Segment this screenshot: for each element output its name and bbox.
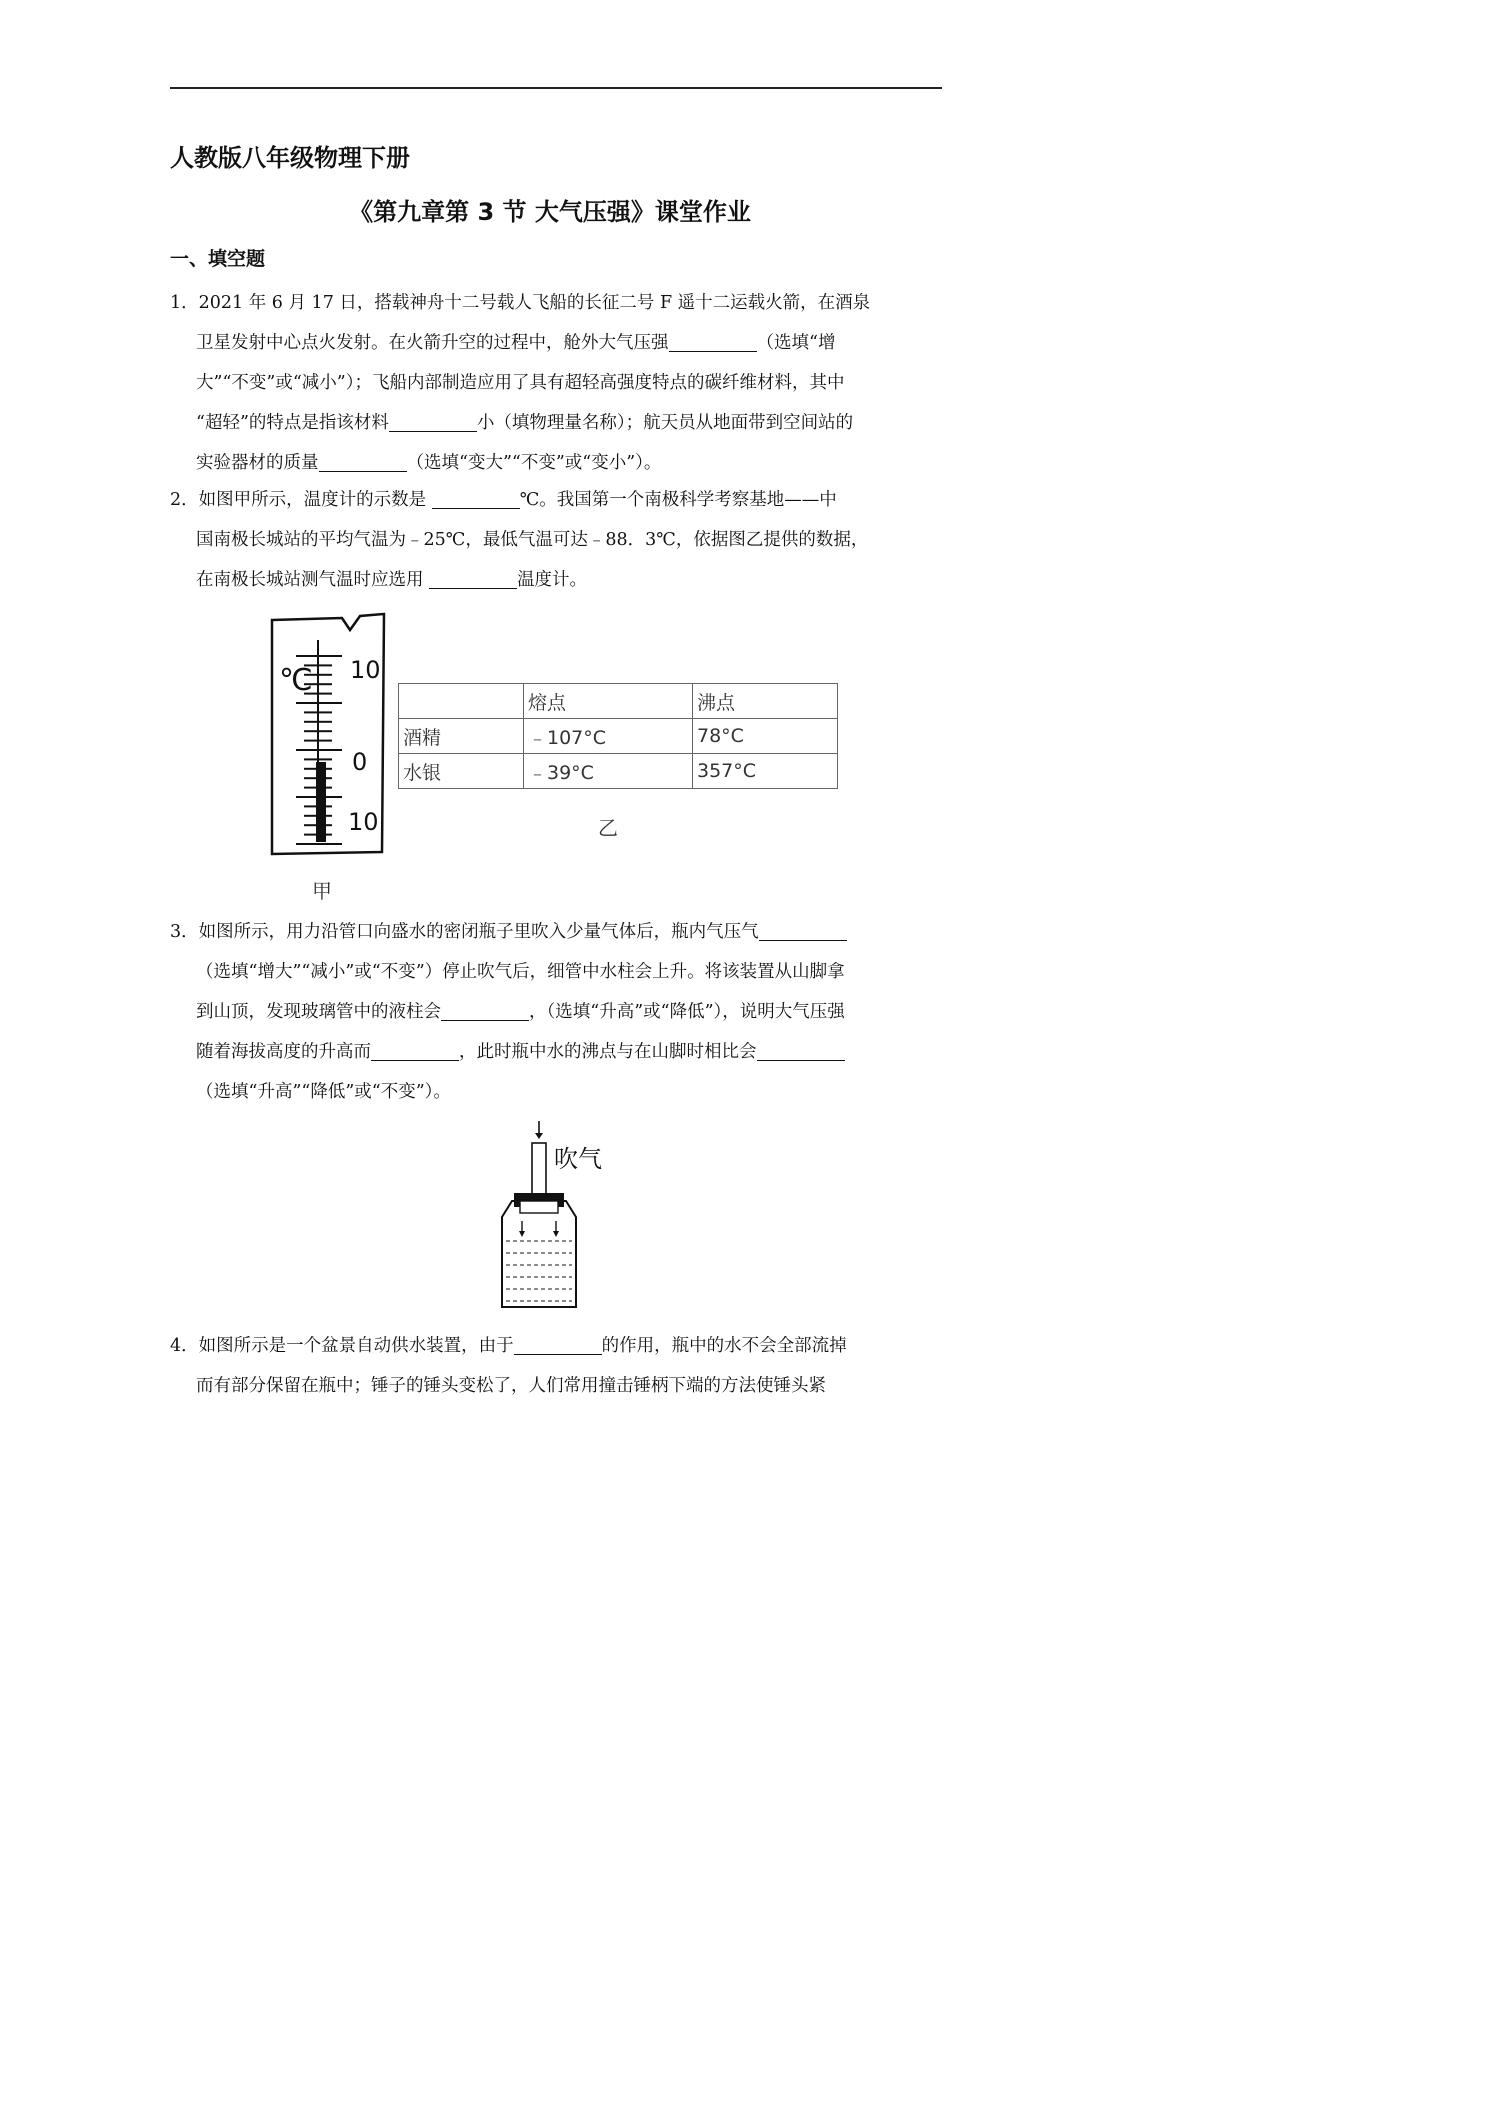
answer-blank[interactable] bbox=[759, 918, 847, 941]
document-subtitle: 《第九章第 3 节 大气压强》课堂作业 bbox=[349, 198, 751, 226]
thermometer-scale-mid: 0 bbox=[352, 748, 368, 776]
answer-blank[interactable] bbox=[514, 1332, 602, 1355]
section-heading: 一、填空题 bbox=[170, 248, 266, 270]
melting-boiling-table bbox=[398, 683, 838, 789]
thermometer-scale-top: 10 bbox=[350, 656, 381, 684]
table-header-cell bbox=[399, 684, 524, 719]
question-3-line-1: 3．如图所示，用力沿管口向盛水的密闭瓶子里吹入少量气体后，瓶内气压气 bbox=[170, 912, 942, 952]
question-1-line-3: 大”“不变”或“减小”）；飞船内部制造应用了具有超轻高强度特点的碳纤维材料，其中 bbox=[196, 373, 845, 393]
question-4-line-2: 而有部分保留在瓶中；锤子的锤头变松了，人们常用撞击锤柄下端的方法使锤头紧 bbox=[196, 1376, 826, 1396]
table-cell: 78°C bbox=[693, 719, 838, 754]
table-header-row bbox=[399, 684, 838, 719]
table-cell: ﹣39°C bbox=[524, 754, 693, 789]
blow-label: 吹气 bbox=[554, 1145, 602, 1173]
answer-blank[interactable] bbox=[669, 329, 757, 352]
table-cell: 357°C bbox=[693, 754, 838, 789]
question-3-line-4: 随着海拔高度的升高而 ，此时瓶中水的沸点与在山脚时相比会 bbox=[170, 1032, 942, 1072]
table-cell: ﹣107°C bbox=[524, 719, 693, 754]
answer-blank[interactable] bbox=[429, 566, 517, 589]
question-3-line-5: （选填“升高”“降低”或“不变”）。 bbox=[196, 1082, 451, 1102]
table-row bbox=[399, 754, 838, 789]
answer-blank[interactable] bbox=[371, 1038, 459, 1061]
answer-blank[interactable] bbox=[441, 998, 529, 1021]
table-header-cell: 沸点 bbox=[693, 684, 838, 719]
question-4-line-1: 4．如图所示是一个盆景自动供水装置，由于 的作用，瓶中的水不会全部流掉 bbox=[170, 1326, 942, 1366]
figure-label-yi: 乙 bbox=[598, 816, 618, 840]
question-3-line-2: （选填“增大”“减小”或“不变”）停止吹气后，细管中水柱会上升。将该装置从山脚拿 bbox=[196, 962, 845, 982]
question-1-line-2: 卫星发射中心点火发射。在火箭升空的过程中，舱外大气压强 （选填“增 bbox=[170, 323, 942, 363]
answer-blank[interactable] bbox=[432, 486, 520, 509]
document-title: 人教版八年级物理下册 bbox=[170, 144, 410, 172]
question-2 bbox=[170, 480, 942, 600]
bottle-figure bbox=[492, 1115, 632, 1315]
figure-label-jia: 甲 bbox=[312, 879, 332, 903]
answer-blank[interactable] bbox=[319, 449, 407, 472]
question-3 bbox=[170, 912, 942, 1112]
answer-blank[interactable] bbox=[757, 1038, 845, 1061]
question-1-line-5: 实验器材的质量 （选填“变大”“不变”或“变小”）。 bbox=[170, 443, 942, 483]
question-1-line-4: “超轻”的特点是指该材料 小（填物理量名称）；航天员从地面带到空间站的 bbox=[170, 403, 942, 443]
table-cell: 酒精 bbox=[399, 719, 524, 754]
answer-blank[interactable] bbox=[389, 409, 477, 432]
thermometer-figure bbox=[262, 612, 402, 862]
question-4 bbox=[170, 1326, 942, 1406]
thermometer-unit: ℃ bbox=[279, 663, 313, 698]
table-row bbox=[399, 719, 838, 754]
question-1-line-1: 1．2021 年 6 月 17 日，搭载神舟十二号载人飞船的长征二号 F 遥十二运载火箭，在酒泉 bbox=[170, 293, 871, 313]
table-cell: 水银 bbox=[399, 754, 524, 789]
header-rule bbox=[170, 87, 942, 89]
question-3-line-3: 到山顶，发现玻璃管中的液柱会 ，（选填“升高”或“降低”），说明大气压强 bbox=[170, 992, 942, 1032]
question-1 bbox=[170, 283, 942, 483]
table-header-cell: 熔点 bbox=[524, 684, 693, 719]
question-2-line-3: 在南极长城站测气温时应选用 温度计。 bbox=[170, 560, 942, 600]
thermometer-scale-bottom: 10 bbox=[348, 808, 379, 836]
question-2-line-1: 2．如图甲所示，温度计的示数是 ℃。我国第一个南极科学考察基地——中 bbox=[170, 480, 942, 520]
question-2-line-2: 国南极长城站的平均气温为﹣25℃，最低气温可达﹣88．3℃，依据图乙提供的数据， bbox=[196, 530, 869, 550]
